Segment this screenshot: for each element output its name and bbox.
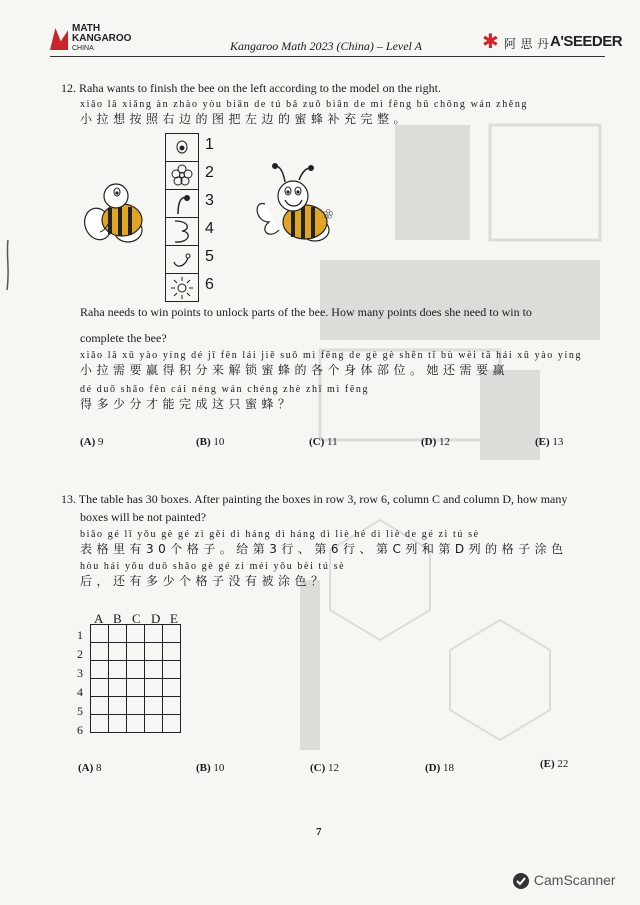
grid-cell (163, 661, 181, 679)
model-number: 3 (205, 192, 214, 209)
grid-cell (163, 697, 181, 715)
q12-option-c[interactable] (309, 436, 338, 448)
row-header: 1 (77, 628, 83, 642)
margin-mark (4, 240, 12, 290)
grid-cell (109, 625, 127, 643)
grid-cell (145, 625, 163, 643)
bleed-through-shapes (300, 70, 620, 790)
q12-option-b[interactable] (196, 436, 224, 448)
model-number: 6 (205, 276, 214, 293)
q13-option-e[interactable] (540, 758, 568, 770)
grid-cell (127, 697, 145, 715)
grid-cell (163, 643, 181, 661)
q13-option-a[interactable] (78, 762, 102, 774)
q12-option-d[interactable] (421, 436, 450, 448)
q12-prompt: 12. Raha wants to finish the bee on the left according to the model on the right. (61, 81, 441, 95)
option-label: (D) (421, 436, 437, 448)
q12-pinyin-line3: dé duō shǎo fēn cái néng wán chéng zhè zhī mì fēng (80, 384, 370, 395)
camscanner-watermark (512, 872, 616, 890)
camscanner-logo-icon (512, 872, 530, 890)
grid-row (91, 679, 181, 697)
grid-cell (91, 661, 109, 679)
row-header: 4 (77, 685, 83, 699)
grid-cell (109, 697, 127, 715)
header-divider (50, 56, 605, 57)
q13-option-b[interactable] (196, 762, 224, 774)
kangaroo-logo-mark (50, 28, 68, 50)
grid-cell (145, 715, 163, 733)
q13-chinese-line1: 表格里有30个格子。给第3行、第6行、第C列和第D列的格子涂色 (80, 542, 568, 556)
option-label: (E) (540, 758, 555, 770)
option-label: (C) (309, 436, 325, 448)
q13-pinyin-line1: biǎo gé lǐ yǒu gè gé zi gěi dì háng dì háng dì liè hé dì liè de gé zi tú sè (80, 529, 480, 540)
column-header: A (94, 611, 104, 626)
option-label: (B) (196, 762, 211, 774)
model-number: 5 (205, 248, 214, 265)
option-value: 12 (328, 762, 340, 774)
model-antenna-icon (166, 190, 198, 218)
grid-cell (127, 679, 145, 697)
option-value: 11 (327, 436, 338, 448)
option-label: (B) (196, 436, 211, 448)
option-label: (E) (535, 436, 550, 448)
grid-cell (127, 715, 145, 733)
model-wing-icon (166, 218, 198, 246)
grid-cell (127, 661, 145, 679)
model-mouth-icon (166, 246, 198, 274)
column-header: E (170, 611, 178, 626)
q13-chinese-line2: 后，还有多少个格子没有被涂色？ (80, 574, 328, 588)
camscanner-label: CamScanner (533, 872, 616, 888)
model-sun-icon (166, 274, 198, 301)
page-header-title: Kangaroo Math 2023 (China) – Level A (230, 39, 422, 53)
grid-cell (163, 625, 181, 643)
grid-cell (91, 679, 109, 697)
option-value: 12 (439, 436, 451, 448)
model-eye-icon (166, 134, 198, 162)
option-value: 9 (98, 436, 104, 448)
q12-text-line2a: Raha needs to win points to unlock parts of the bee. How many points does she need to win to (80, 305, 532, 319)
page-number: 7 (316, 826, 322, 838)
row-header: 6 (77, 723, 83, 737)
complete-bee-image (255, 160, 335, 250)
q12-option-e[interactable] (535, 436, 563, 448)
option-value: 10 (213, 762, 225, 774)
model-number: 1 (205, 136, 214, 153)
option-label: (D) (425, 762, 441, 774)
column-header: D (151, 611, 161, 626)
incomplete-bee-image (80, 180, 150, 250)
grid-cell (109, 643, 127, 661)
row-header: 3 (77, 666, 83, 680)
q12-chinese-line2: 小拉需要赢得积分来解锁蜜蜂的各个身体部位。她还需要赢 (80, 363, 510, 377)
grid-cell (145, 643, 163, 661)
q12-text-line2b: complete the bee? (80, 331, 167, 345)
aseeder-star-icon: ✱ (482, 31, 499, 53)
grid-cell (127, 625, 145, 643)
grid-cell (91, 715, 109, 733)
grid-cell (109, 661, 127, 679)
q13-option-c[interactable] (310, 762, 339, 774)
grid-cell (145, 679, 163, 697)
kangaroo-logo (50, 24, 130, 54)
logo-line3: CHINA (72, 45, 94, 52)
row-header: 2 (77, 647, 83, 661)
aseeder-en-name: A'SEEDER (550, 33, 623, 50)
q12-chinese-line3: 得多少分才能完成这只蜜蜂？ (80, 397, 295, 411)
grid-cell (91, 697, 109, 715)
option-value: 8 (96, 762, 102, 774)
option-value: 10 (213, 436, 225, 448)
grid-row (91, 661, 181, 679)
option-value: 22 (557, 758, 569, 770)
grid-cell (163, 715, 181, 733)
q12-pinyin-line1: xiǎo lā xiǎng àn zhào yòu biān de tú bǎ zuǒ biān de mì fēng bǔ chōng wán zhěng (80, 99, 529, 110)
grid-row (91, 697, 181, 715)
option-label: (A) (80, 436, 96, 448)
grid-row (91, 715, 181, 733)
grid-cell (127, 643, 145, 661)
q12-chinese-line1: 小拉想按照右边的图把左边的蜜蜂补充完整。 (80, 112, 411, 126)
grid-cell (163, 679, 181, 697)
column-header: B (113, 611, 122, 626)
option-label: (A) (78, 762, 94, 774)
grid-cell (145, 697, 163, 715)
row-header: 5 (77, 704, 83, 718)
column-header: C (132, 611, 141, 626)
logo-line1: MATH (72, 23, 101, 34)
bee-parts-model (165, 133, 199, 302)
grid-row (91, 643, 181, 661)
logo-line2: KANGAROO (72, 33, 132, 44)
option-value: 13 (552, 436, 564, 448)
q13-prompt-line2: boxes will be not painted? (80, 510, 206, 524)
model-flower-icon (166, 162, 198, 190)
grid-row (91, 625, 181, 643)
q12-option-a[interactable] (80, 436, 104, 448)
model-number: 2 (205, 164, 214, 181)
q13-prompt-line1: 13. The table has 30 boxes. After painting the boxes in row 3, row 6, column C and column D, how many (61, 492, 568, 506)
option-value: 18 (443, 762, 455, 774)
boxes-grid (90, 624, 181, 733)
model-number: 4 (205, 220, 214, 237)
q12-pinyin-line2: xiǎo lā xū yào yíng dé jī fēn lái jiě suǒ mì fēng de gè gè shēn tǐ bù wèi tā hái xū yào yíng (80, 350, 583, 361)
grid-cell (145, 661, 163, 679)
grid-cell (91, 643, 109, 661)
option-label: (C) (310, 762, 326, 774)
aseeder-cn-name: 阿思丹 (504, 37, 554, 51)
grid-cell (109, 715, 127, 733)
grid-cell (109, 679, 127, 697)
q13-option-d[interactable] (425, 762, 454, 774)
q13-pinyin-line2: hòu hái yǒu duō shǎo gè gé zi méi yǒu bèi tú sè (80, 561, 346, 572)
grid-cell (91, 625, 109, 643)
